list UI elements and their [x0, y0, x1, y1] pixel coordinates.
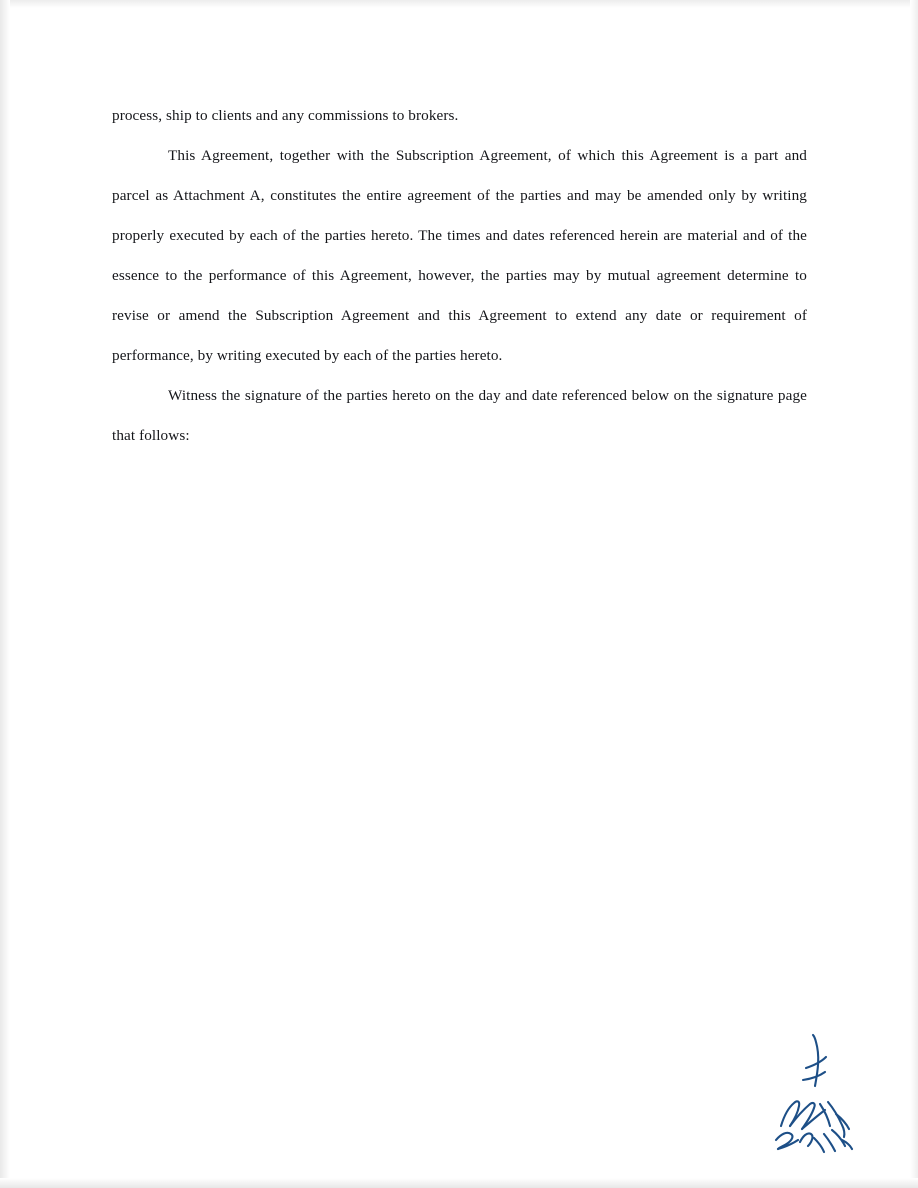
handwritten-signature-annotation [754, 1030, 874, 1160]
document-text-body [112, 96, 807, 456]
scan-edge-left [0, 0, 10, 1188]
paragraph-continued-line: process, ship to clients and any commissions to brokers. [112, 107, 459, 124]
paragraph-entire-agreement: This Agreement, together with the Subscription Agreement, of which this Agreement is a part and parcel as Attachment A, constitutes the entire agreement of the parties and may be amended only by writing properly executed by each of the parties hereto. The times and dates referenced herein are material and of the essence to the performance of this Agreement, however, the parties may by mutual agreement determine to revise or amend the Subscription Agreement and this Agreement to extend any date or requirement of performance, by writing executed by each of the parties hereto. [112, 147, 807, 364]
scan-edge-bottom [0, 1178, 918, 1188]
scan-edge-right [910, 0, 918, 1188]
scan-edge-top [0, 0, 918, 8]
paragraph-witness-signature: Witness the signature of the parties hereto on the day and date referenced below on the signature page that follows: [112, 387, 807, 444]
